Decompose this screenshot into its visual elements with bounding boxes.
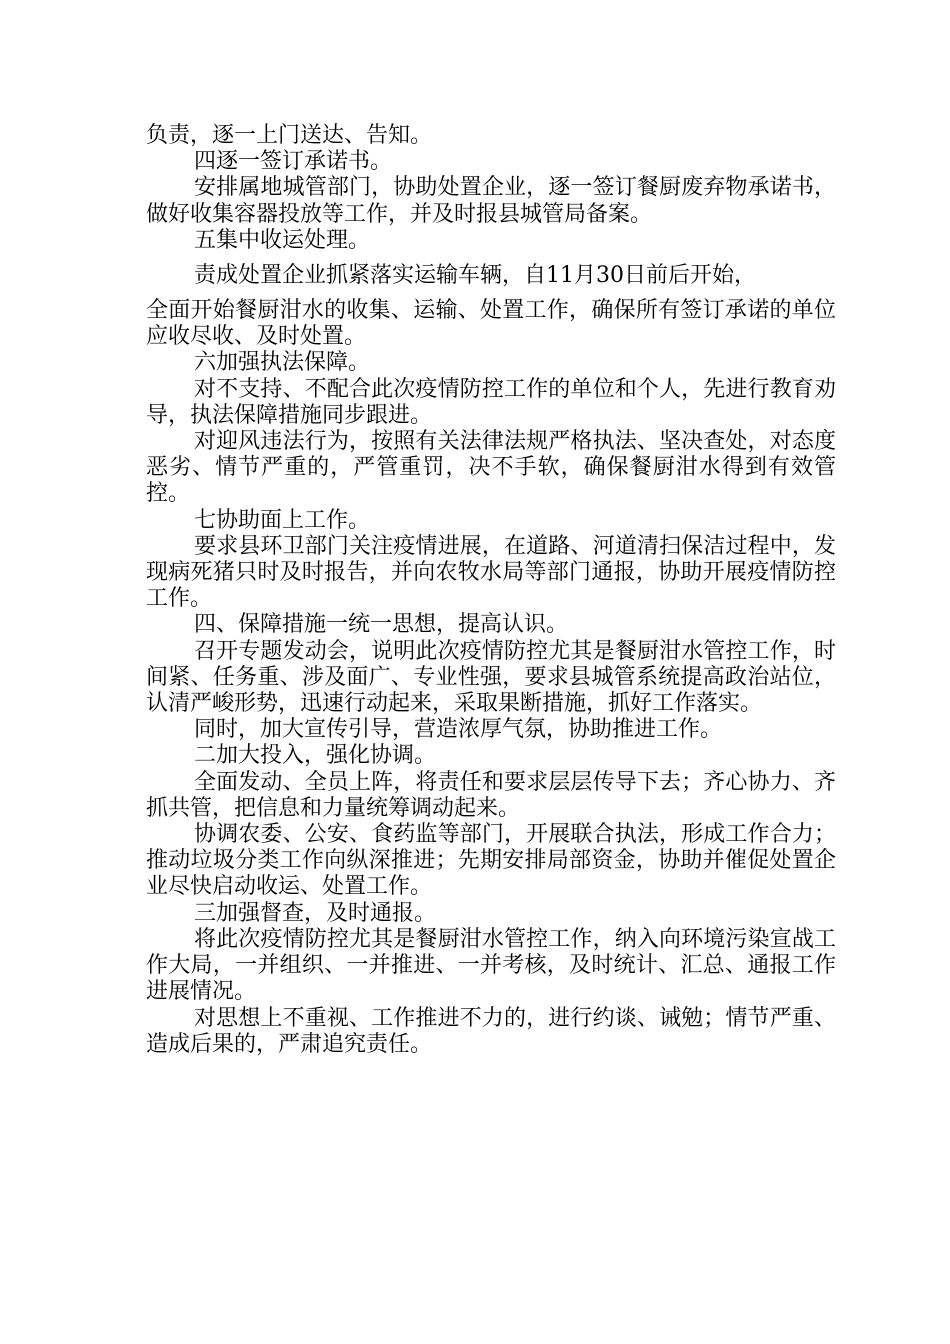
paragraph: 安排属地城管部门，协助处置企业，逐一签订餐厨废弃物承诺书，做好收集容器投放等工作，并及时报县城管局备案。 <box>146 175 836 227</box>
paragraph: 对迎风违法行为，按照有关法律法规严格执法、坚决查处，对态度恶劣、情节严重的，严管重罚，决不手软，确保餐厨泔水得到有效管控。 <box>146 429 836 507</box>
paragraph: 要求县环卫部门关注疫情进展，在道路、河道清扫保洁过程中，发现病死猪只时及时报告，并向农牧水局等部门通报，协助开展疫情防控工作。 <box>146 533 836 612</box>
section-heading-measures: 四、保障措施一统一思想，提高认识。 <box>194 612 569 638</box>
paragraph: 对思想上不重视、工作推进不力的，进行约谈、诫勉；情节严重、造成后果的，严肃追究责任。 <box>146 1005 836 1057</box>
section-heading-sign-commitment: 四逐一签订承诺书。 <box>194 149 393 175</box>
paragraph-date-line: 责成处置企业抓紧落实运输车辆，自11月30日前后开始， <box>194 263 756 289</box>
section-heading-assist: 七协助面上工作。 <box>194 507 371 533</box>
paragraph: 召开专题发动会，说明此次疫情防控尤其是餐厨泔水管控工作，时间紧、任务重、涉及面广、专业性强，要求县城管系统提高政治站位，认清严峻形势，迅速行动起来，采取果断措施，抓好工作落实。 <box>146 638 836 717</box>
section-heading-collection: 五集中收运处理。 <box>194 227 371 253</box>
section-heading-supervision: 三加强督查，及时通报。 <box>194 900 437 926</box>
paragraph: 全面发动、全员上阵，将责任和要求层层传导下去；齐心协力、齐抓共管，把信息和力量统筹调动起来。 <box>146 769 836 821</box>
paragraph: 对不支持、不配合此次疫情防控工作的单位和个人，先进行教育劝导，执法保障措施同步跟进。 <box>146 376 836 428</box>
paragraph-continuation: 负责，逐一上门送达、告知。 <box>146 123 433 148</box>
paragraph: 协调农委、公安、食药监等部门，开展联合执法，形成工作合力；推动垃圾分类工作向纵深推进；先期安排局部资金，协助并催促处置企业尽快启动收运、处置工作。 <box>146 822 836 900</box>
paragraph: 全面开始餐厨泔水的收集、运输、处置工作，确保所有签订承诺的单位应收尽收、及时处置。 <box>146 298 836 350</box>
paragraph: 将此次疫情防控尤其是餐厨泔水管控工作，纳入向环境污染宣战工作大局，一并组织、一并推进、一并考核，及时统计、汇总、通报工作进展情况。 <box>146 926 836 1005</box>
section-heading-investment: 二加大投入，强化协调。 <box>194 743 437 769</box>
document-body <box>146 123 836 1058</box>
paragraph: 同时，加大宣传引导，营造浓厚气氛，协助推进工作。 <box>194 717 723 743</box>
section-heading-enforcement: 六加强执法保障。 <box>194 350 371 376</box>
